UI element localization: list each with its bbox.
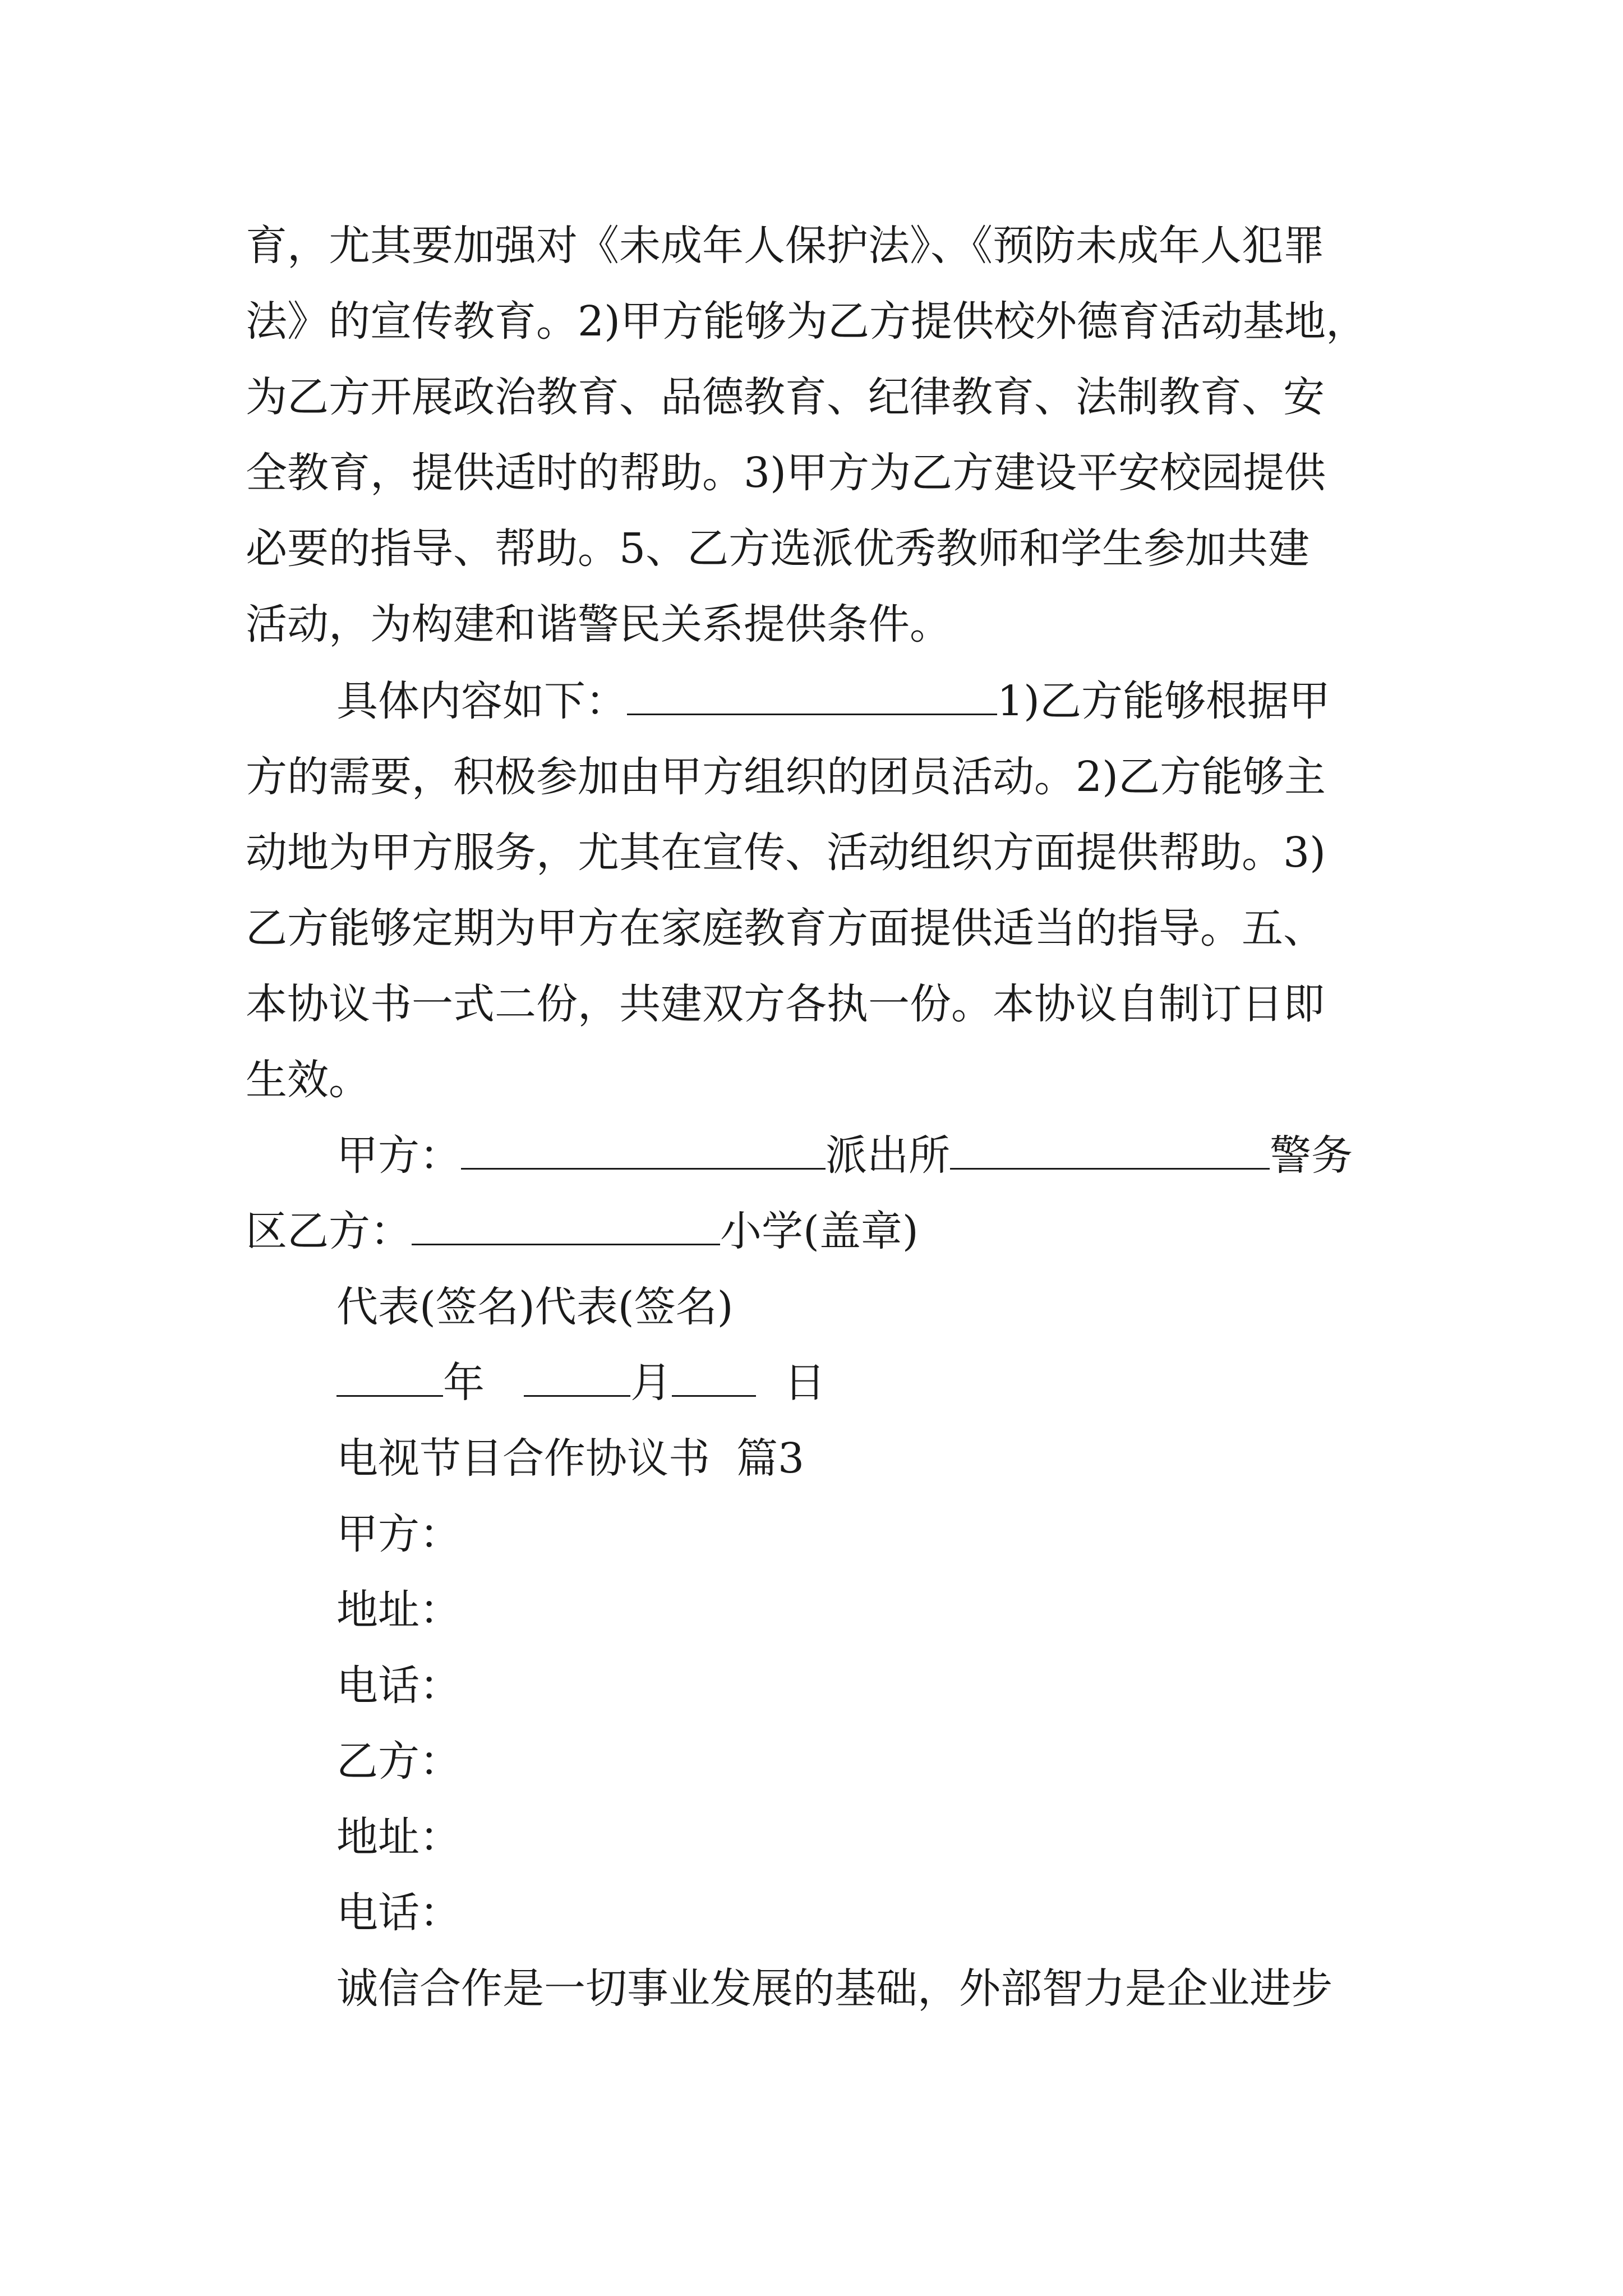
- fill-in-blank: [461, 1130, 826, 1170]
- party-b-sign-line: [246, 1192, 919, 1271]
- body-text-line: 全教育，提供适时的帮助。3)甲方为乙方建设平安校园提供: [246, 449, 1326, 497]
- body-text-line: 本协议书一式二份，共建双方各执一份。本协议自制订日即: [246, 980, 1325, 1028]
- content-intro-tail: 1)乙方能够根据甲: [997, 677, 1330, 725]
- party-a-field: 甲方：: [336, 1510, 461, 1558]
- body-text-line: 活动，为构建和谐警民关系提供条件。: [246, 600, 951, 648]
- body-text-line: 法》的宣传教育。2)甲方能够为乙方提供校外德育活动基地，: [246, 297, 1367, 346]
- fill-in-blank: [336, 1358, 443, 1397]
- police-station-label: 派出所: [826, 1131, 950, 1180]
- phone-b-field: 电话：: [336, 1889, 461, 1937]
- school-seal-label: 小学(盖章): [720, 1207, 919, 1255]
- date-line: [336, 1343, 826, 1422]
- content-intro-label: 具体内容如下：: [336, 677, 627, 725]
- fill-in-blank: [627, 676, 997, 715]
- body-text-line: 乙方能够定期为甲方在家庭教育方面提供适当的指导。五、: [246, 904, 1325, 953]
- body-text-line: 必要的指导、帮助。5、乙方选派优秀教师和学生参加共建: [246, 524, 1310, 573]
- year-label: 年: [443, 1359, 485, 1407]
- representatives-line: 代表(签名)代表(签名): [336, 1283, 734, 1331]
- body-text-line: 方的需要，积极参加由甲方组织的团员活动。2)乙方能够主: [246, 753, 1326, 801]
- party-a-sign-line: [336, 1116, 1353, 1195]
- body-text-line: 生效。: [246, 1056, 370, 1104]
- address-b-field: 地址：: [336, 1813, 461, 1861]
- section-title: 电视节目合作协议书 篇3: [336, 1434, 805, 1483]
- fill-in-blank: [950, 1130, 1270, 1170]
- police-area-suffix: 区: [246, 1207, 287, 1255]
- closing-text-line: 诚信合作是一切事业发展的基础，外部智力是企业进步: [336, 1964, 1332, 2013]
- fill-in-blank: [672, 1358, 756, 1397]
- party-b-label: 乙方：: [287, 1207, 412, 1255]
- party-b-field: 乙方：: [336, 1737, 461, 1786]
- fill-in-blank: [524, 1358, 630, 1397]
- address-a-field: 地址：: [336, 1586, 461, 1634]
- body-text-line: 动地为甲方服务，尤其在宣传、活动组织方面提供帮助。3): [246, 829, 1326, 877]
- content-intro-line: [336, 662, 1330, 740]
- body-text-line: 育，尤其要加强对《未成年人保护法》、《预防未成年人犯罪: [246, 222, 1325, 270]
- body-text-line: 为乙方开展政治教育、品德教育、纪律教育、法制教育、安: [246, 373, 1325, 421]
- phone-a-field: 电话：: [336, 1662, 461, 1710]
- fill-in-blank: [412, 1206, 720, 1245]
- month-label: 月: [630, 1359, 672, 1407]
- party-a-label: 甲方：: [336, 1131, 461, 1180]
- day-label: 日: [784, 1359, 826, 1407]
- police-area-label: 警务: [1270, 1131, 1353, 1180]
